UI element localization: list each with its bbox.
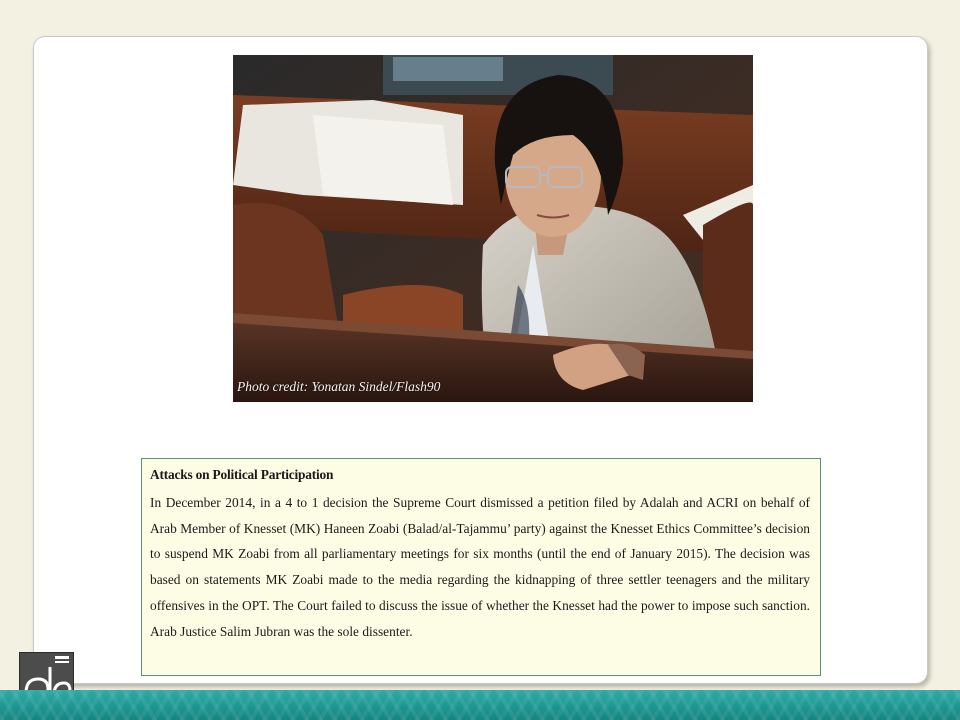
article-box	[141, 458, 821, 676]
article-body: In December 2014, in a 4 to 1 decision the Supreme Court dismissed a petition filed by Adalah and ACRI on behalf of Arab Member of Knesset (MK) Haneen Zoabi (Balad/al-Tajammu’ party) against the Knesset Ethics Committee’s decision to suspend MK Zoabi from all parliamentary meetings for six months (until the end of January 2015). The decision was based on statements MK Zoabi made to the media regarding the kidnapping of three settler teenagers and the military offensives in the OPT. The Court failed to discuss the issue of whether the Knesset had the power to impose such sanction. Arab Justice Salim Jubran was the sole dissenter.	[150, 495, 810, 639]
photo-illustration	[233, 55, 753, 402]
article-heading: Attacks on Political Participation	[150, 467, 334, 482]
parliament-photo	[233, 55, 753, 402]
footer-band	[0, 690, 960, 720]
photo-credit: Photo credit: Yonatan Sindel/Flash90	[237, 379, 441, 394]
